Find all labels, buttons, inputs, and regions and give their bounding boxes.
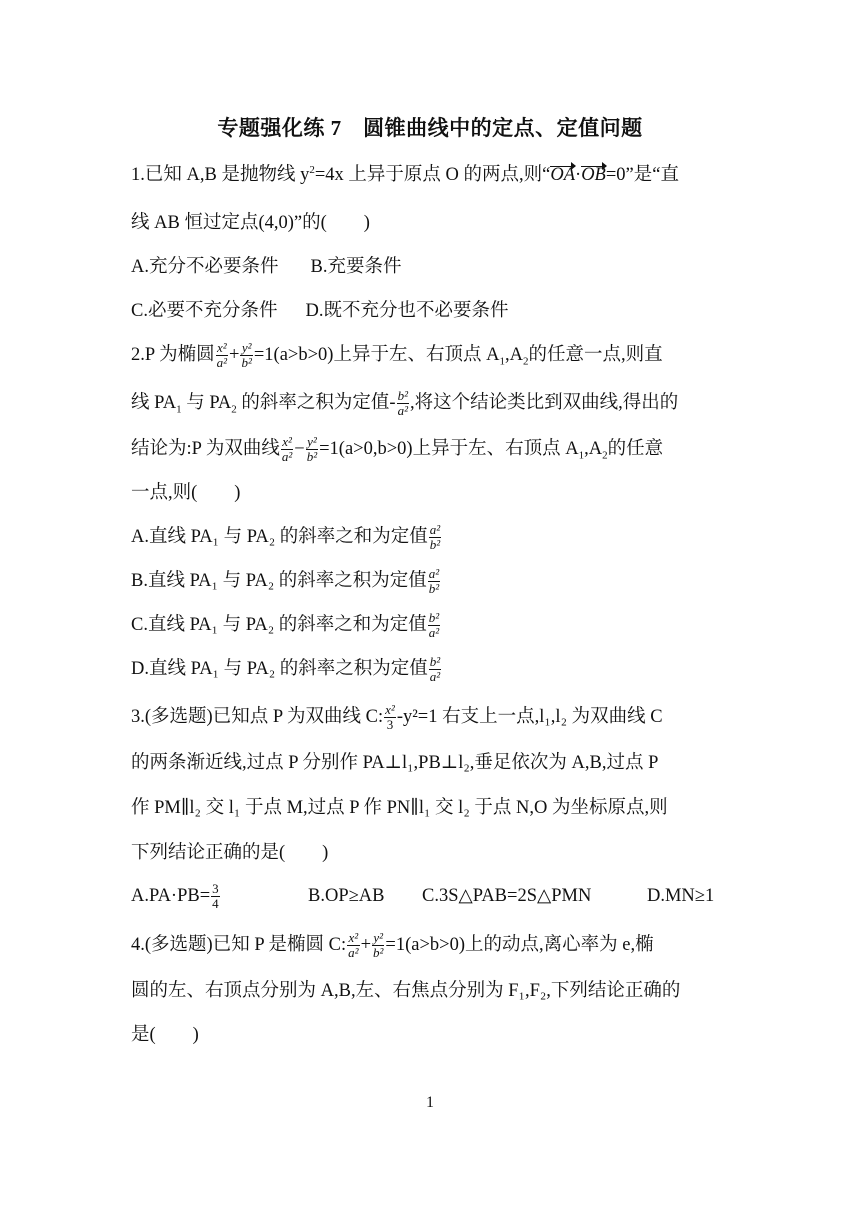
- q2-line-1: 2.P 为椭圆 $\frac{\text{x²}}{\text{a²}}$ + $\frac{\text{y²}}{\text{b²}}$ =1(a>b>0)上异于左、右顶点 $A_1,A_2$的任意一点,则直: [131, 340, 663, 371]
- q3-line-1: 3.(多选题)已知点 P 为双曲线 C: $\frac{\text{x²}}{3}$ -y²=1 右支上一点,l₁,l₂ 为双曲线 C: [131, 702, 663, 733]
- q2-option-a: A.直线 PA₁ 与 PA₂ 的斜率之和为定值 $\frac{\text{a²}}{\text{b²}}$: [131, 522, 441, 553]
- q3-options: A.PA·PB= $\frac{3}{4}$ B.OP≥AB C.3S△PAB=2S△PMN D.MN≥1: [131, 881, 715, 911]
- page-title: 专题强化练 7 圆锥曲线中的定点、定值问题: [217, 116, 643, 140]
- q3-line-4: 下列结论正确的是( ): [131, 843, 329, 863]
- q2-line-3: 结论为:P 为双曲线 $\frac{\text{x²}}{\text{a²}}$ − $\frac{\text{y²}}{\text{b²}}$ =1(a>0,b>0)上异于左、右顶点 $A_1,A_2$的任意: [131, 434, 664, 465]
- q3-line-2: 的两条渐近线,过点 P 分别作 PA⊥l₁,PB⊥l₂,垂足依次为 A,B,过点 P: [131, 753, 659, 773]
- q2-line-4: 一点,则( ): [131, 483, 241, 503]
- q4-line-3: 是( ): [131, 1025, 199, 1045]
- q1-options-row-2: C.必要不充分条件 D.既不充分也不必要条件: [131, 301, 509, 321]
- page-number: 1: [426, 1094, 434, 1111]
- q2-option-d: D.直线 PA₁ 与 PA₂ 的斜率之积为定值 $\frac{\text{b²}}{\text{a²}}$: [131, 654, 441, 685]
- q1-line-1: 1.已知 A,B 是抛物线 $y^2=4x$ 上异于原点 O 的两点,则“OA·OB=0”是“直: [131, 163, 679, 185]
- q2-line-2: 线 $PA_1$ 与 $PA_2$ 的斜率之积为定值- $\frac{\text{b²}}{\text{a²}}$ ,将这个结论类比到双曲线,得出的: [131, 388, 679, 419]
- q3-line-3: 作 PM∥l₂ 交 l₁ 于点 M,过点 P 作 PN∥l₁ 交 l₂ 于点 N,O 为坐标原点,则: [131, 798, 668, 818]
- q2-option-b: B.直线 PA₁ 与 PA₂ 的斜率之积为定值 $\frac{\text{a²}}{\text{b²}}$: [131, 566, 440, 597]
- q1-line-2: 线 AB 恒过定点(4,0)”的( ): [131, 213, 370, 233]
- q4-line-2: 圆的左、右顶点分别为 A,B,左、右焦点分别为 F₁,F₂,下列结论正确的: [131, 981, 681, 1001]
- q2-option-c: C.直线 PA₁ 与 PA₂ 的斜率之和为定值 $\frac{\text{b²}}{\text{a²}}$: [131, 610, 440, 641]
- q1-options-row-1: A.充分不必要条件 B.充要条件: [131, 257, 402, 277]
- q4-line-1: 4.(多选题)已知 P 是椭圆 C: $\frac{\text{x²}}{\text{a²}}$ + $\frac{\text{y²}}{\text{b²}}$ =1(a>b>0)上的动点,离心率为 e,椭: [131, 930, 654, 961]
